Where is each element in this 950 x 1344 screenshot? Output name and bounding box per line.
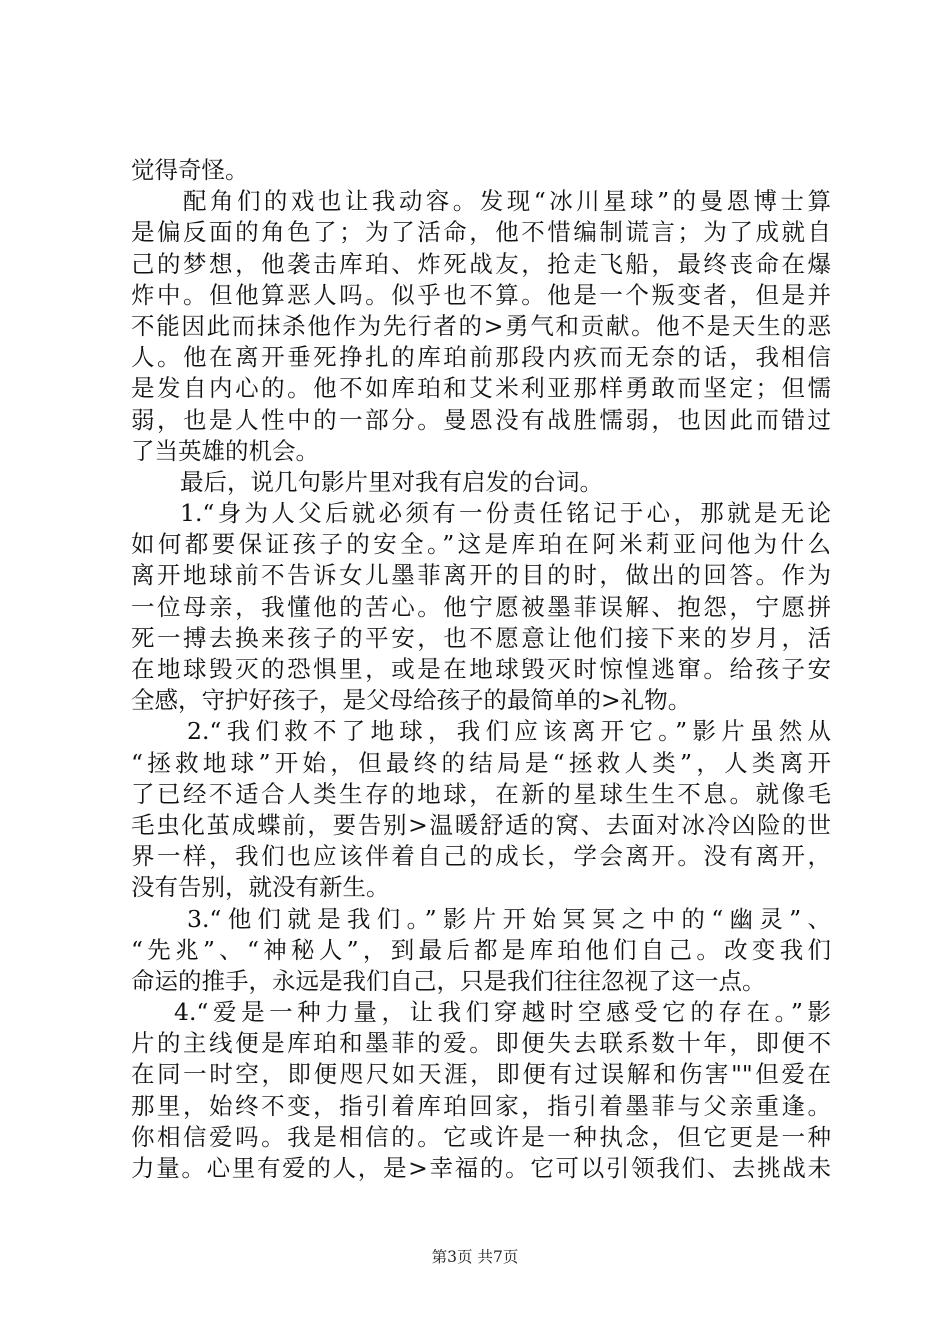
text-line: 是偏反面的角色了；为了活命，他不惜编制谎言；为了成就自 [131, 218, 831, 246]
text-line: 2.“我们救不了地球，我们应该离开它。”影片虽然从 [187, 717, 831, 745]
text-line: 配角们的戏也让我动容。发现“冰川星球”的曼恩博士算 [183, 187, 831, 215]
text-line: 片的主线便是库珀和墨菲的爱。即便失去联系数十年，即便不 [131, 1029, 831, 1057]
text-line: 了当英雄的机会。 [131, 437, 319, 465]
text-line: 全感，守护好孩子，是父母给孩子的最简单的>礼物。 [131, 686, 692, 714]
text-line: 最后，说几句影片里对我有启发的台词。 [180, 468, 603, 496]
page-footer: 第3页 共7页 [431, 1248, 519, 1266]
text-line: 那里，始终不变，指引着库珀回家，指引着墨菲与父亲重逢。 [131, 1092, 831, 1120]
text-line: 3.“他们就是我们。”影片开始冥冥之中的“幽灵”、 [187, 905, 831, 933]
text-line: 离开地球前不告诉女儿墨菲离开的目的时，做出的回答。作为 [131, 561, 831, 589]
text-line: 是发自内心的。他不如库珀和艾米利亚那样勇敢而坚定；但懦 [131, 374, 831, 402]
text-line: 你相信爱吗。我是相信的。它或许是一种执念，但它更是一种 [131, 1123, 831, 1151]
text-line: 弱，也是人性中的一部分。曼恩没有战胜懦弱，也因此而错过 [131, 406, 831, 434]
text-line: 己的梦想，他袭击库珀、炸死战友，抢走飞船，最终丧命在爆 [131, 250, 831, 278]
text-line: 死一搏去换来孩子的平安，也不愿意让他们接下来的岁月，活 [131, 624, 831, 652]
text-line: 在同一时空，即便咫尺如天涯，即便有过误解和伤害""但爱在 [131, 1060, 831, 1088]
text-line: 一位母亲，我懂他的苦心。他宁愿被墨菲误解、抱怨，宁愿拼 [131, 593, 831, 621]
text-line: “拯救地球”开始，但最终的结局是“拯救人类”，人类离开 [131, 749, 831, 777]
text-line: 如何都要保证孩子的安全。”这是库珀在阿米莉亚问他为什么 [131, 530, 831, 558]
text-line: 不能因此而抹杀他作为先行者的>勇气和贡献。他不是天生的恶 [131, 312, 831, 340]
text-line: 界一样，我们也应该伴着自己的成长，学会离开。没有离开， [131, 842, 831, 870]
text-line: 没有告别，就没有新生。 [131, 873, 390, 901]
text-line: 力量。心里有爱的人，是>幸福的。它可以引领我们、去挑战未 [131, 1154, 831, 1182]
text-line: “先兆”、“神秘人”，到最后都是库珀他们自己。改变我们 [131, 936, 831, 964]
text-line: 命运的推手，永远是我们自己，只是我们往往忽视了这一点。 [131, 967, 766, 995]
text-line: 毛虫化茧成蝶前，要告别>温暖舒适的窝、去面对冰冷凶险的世 [131, 811, 831, 839]
text-line: 4.“爱是一种力量，让我们穿越时空感受它的存在。”影 [174, 998, 831, 1026]
text-line: 觉得奇怪。 [131, 156, 249, 184]
text-line: 在地球毁灭的恐惧里，或是在地球毁灭时惊惶逃窜。给孩子安 [131, 655, 831, 683]
text-line: 1.“身为人父后就必须有一份责任铭记于心，那就是无论 [180, 499, 831, 527]
text-line: 了已经不适合人类生存的地球，在新的星球生生不息。就像毛 [131, 780, 831, 808]
text-line: 炸中。但他算恶人吗。似乎也不算。他是一个叛变者，但是并 [131, 281, 831, 309]
text-line: 人。他在离开垂死挣扎的库珀前那段内疚而无奈的话，我相信 [131, 343, 831, 371]
